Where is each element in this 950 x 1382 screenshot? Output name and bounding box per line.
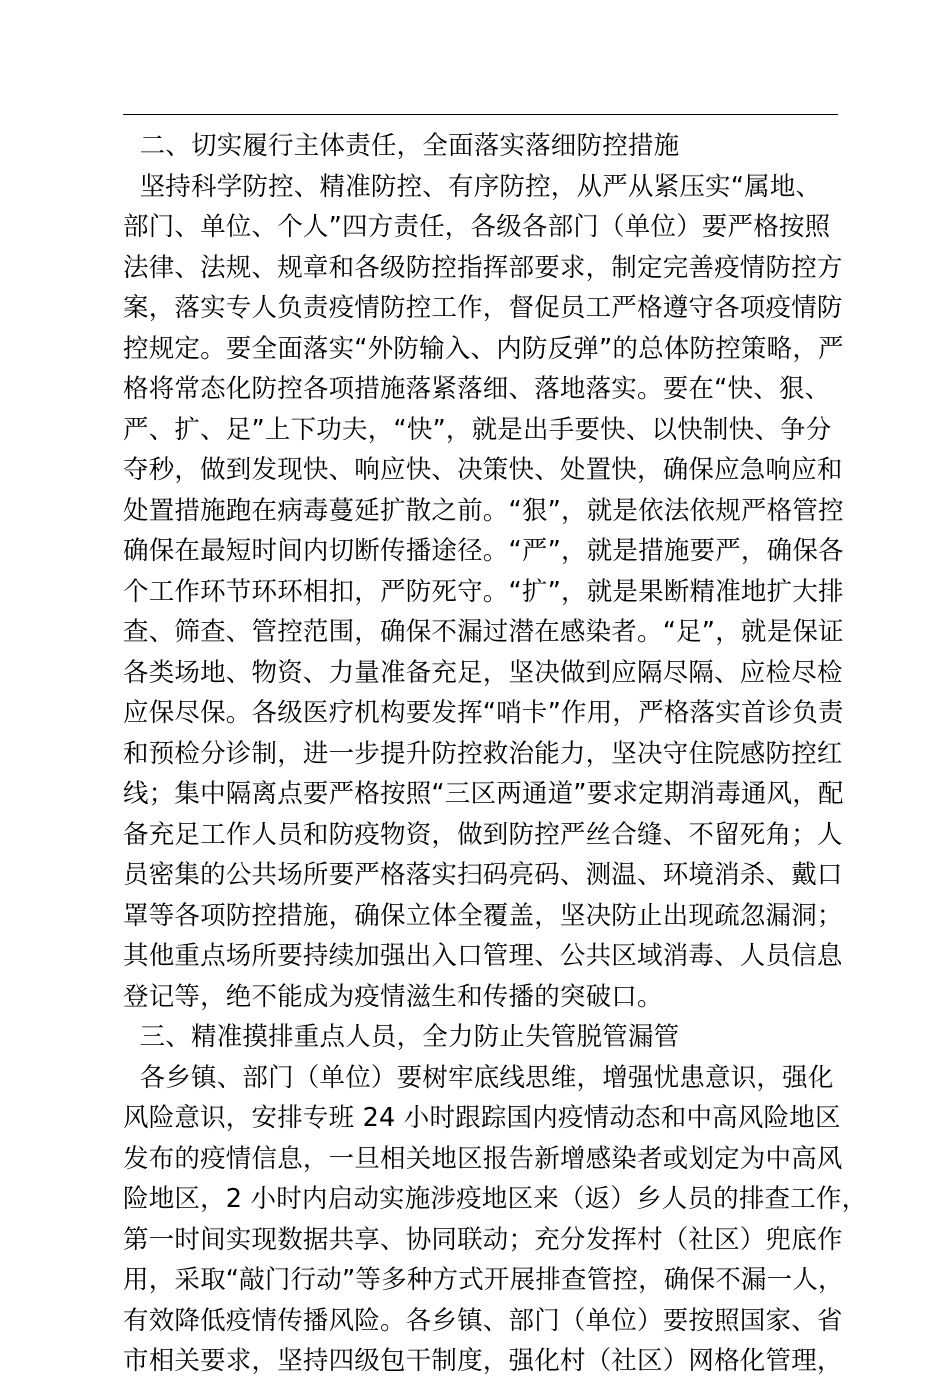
text-line: 法律、法规、规章和各级防控指挥部要求，制定完善疫情防控方	[123, 252, 843, 283]
text-line: 有效降低疫情传播风险。各乡镇、部门（单位）要按照国家、省	[123, 1305, 843, 1336]
text-line: 二、切实履行主体责任，全面落实落细防控措施	[123, 131, 680, 161]
text-line: 其他重点场所要持续加强出入口管理、公共区域消毒、人员信息	[123, 941, 843, 971]
text-line: 严、扩、足”上下功夫，“快”，就是出手要快、以快制快、争分	[123, 414, 832, 445]
text-line: 和预检分诊制，进一步提升防控救治能力，坚决守住院感防控红	[123, 738, 843, 769]
text-line: 夺秒，做到发现快、响应快、决策快、处置快，确保应急响应和	[123, 455, 843, 485]
text-line: 确保在最短时间内切断传播途径。“严”，就是措施要严，确保各	[123, 536, 844, 566]
text-line: 第一时间实现数据共享、协同联动；充分发挥村（社区）兜底作	[123, 1224, 843, 1255]
text-line: 处置措施跑在病毒蔓延扩散之前。“狠”，就是依法依规严格管控	[123, 495, 844, 526]
text-line: 各乡镇、部门（单位）要树牢底线思维，增强忧患意识，强化	[123, 1062, 834, 1093]
text-line: 应保尽保。各级医疗机构要发挥“哨卡”作用，严格落实首诊负责	[123, 698, 844, 728]
text-line: 线；集中隔离点要严格按照“三区两通道”要求定期消毒通风，配	[123, 779, 844, 809]
text-line: 登记等，绝不能成为疫情滋生和传播的突破口。	[123, 981, 663, 1012]
text-line: 个工作环节环环相扣，严防死守。“扩”，就是果断精准地扩大排	[123, 576, 844, 607]
text-line: 罩等各项防控措施，确保立体全覆盖，坚决防止出现疏忽漏洞；	[123, 900, 843, 931]
text-line: 险地区，2 小时内启动实施涉疫地区来（返）乡人员的排查工作，	[123, 1184, 868, 1214]
text-line: 坚持科学防控、精准防控、有序防控，从严从紧压实“属地、	[123, 171, 822, 202]
text-line: 控规定。要全面落实“外防输入、内防反弹”的总体防控策略，严	[123, 333, 844, 364]
text-line: 市相关要求，坚持四级包干制度，强化村（社区）网格化管理，	[123, 1346, 843, 1376]
text-line: 用，采取“敲门行动”等多种方式开展排查管控，确保不漏一人，	[123, 1265, 844, 1295]
text-line: 各类场地、物资、力量准备充足，坚决做到应隔尽隔、应检尽检	[123, 657, 843, 688]
text-line: 员密集的公共场所要严格落实扫码亮码、测温、环境消杀、戴口	[123, 860, 843, 890]
text-line: 部门、单位、个人”四方责任，各级各部门（单位）要严格按照	[123, 212, 831, 242]
header-rule	[123, 114, 838, 115]
text-line: 风险意识，安排专班 24 小时跟踪国内疫情动态和中高风险地区	[123, 1103, 841, 1133]
text-line: 查、筛查、管控范围，确保不漏过潜在感染者。“足”，就是保证	[123, 617, 844, 647]
document-body	[123, 126, 868, 1382]
text-line: 格将常态化防控各项措施落紧落细、落地落实。要在“快、狠、	[123, 374, 831, 404]
text-line: 案，落实专人负责疫情防控工作，督促员工严格遵守各项疫情防	[123, 293, 843, 323]
text-line: 三、精准摸排重点人员，全力防止失管脱管漏管	[123, 1022, 680, 1052]
text-line: 备充足工作人员和防疫物资，做到防控严丝合缝、不留死角；人	[123, 819, 843, 850]
text-line: 发布的疫情信息，一旦相关地区报告新增感染者或划定为中高风	[123, 1143, 843, 1174]
